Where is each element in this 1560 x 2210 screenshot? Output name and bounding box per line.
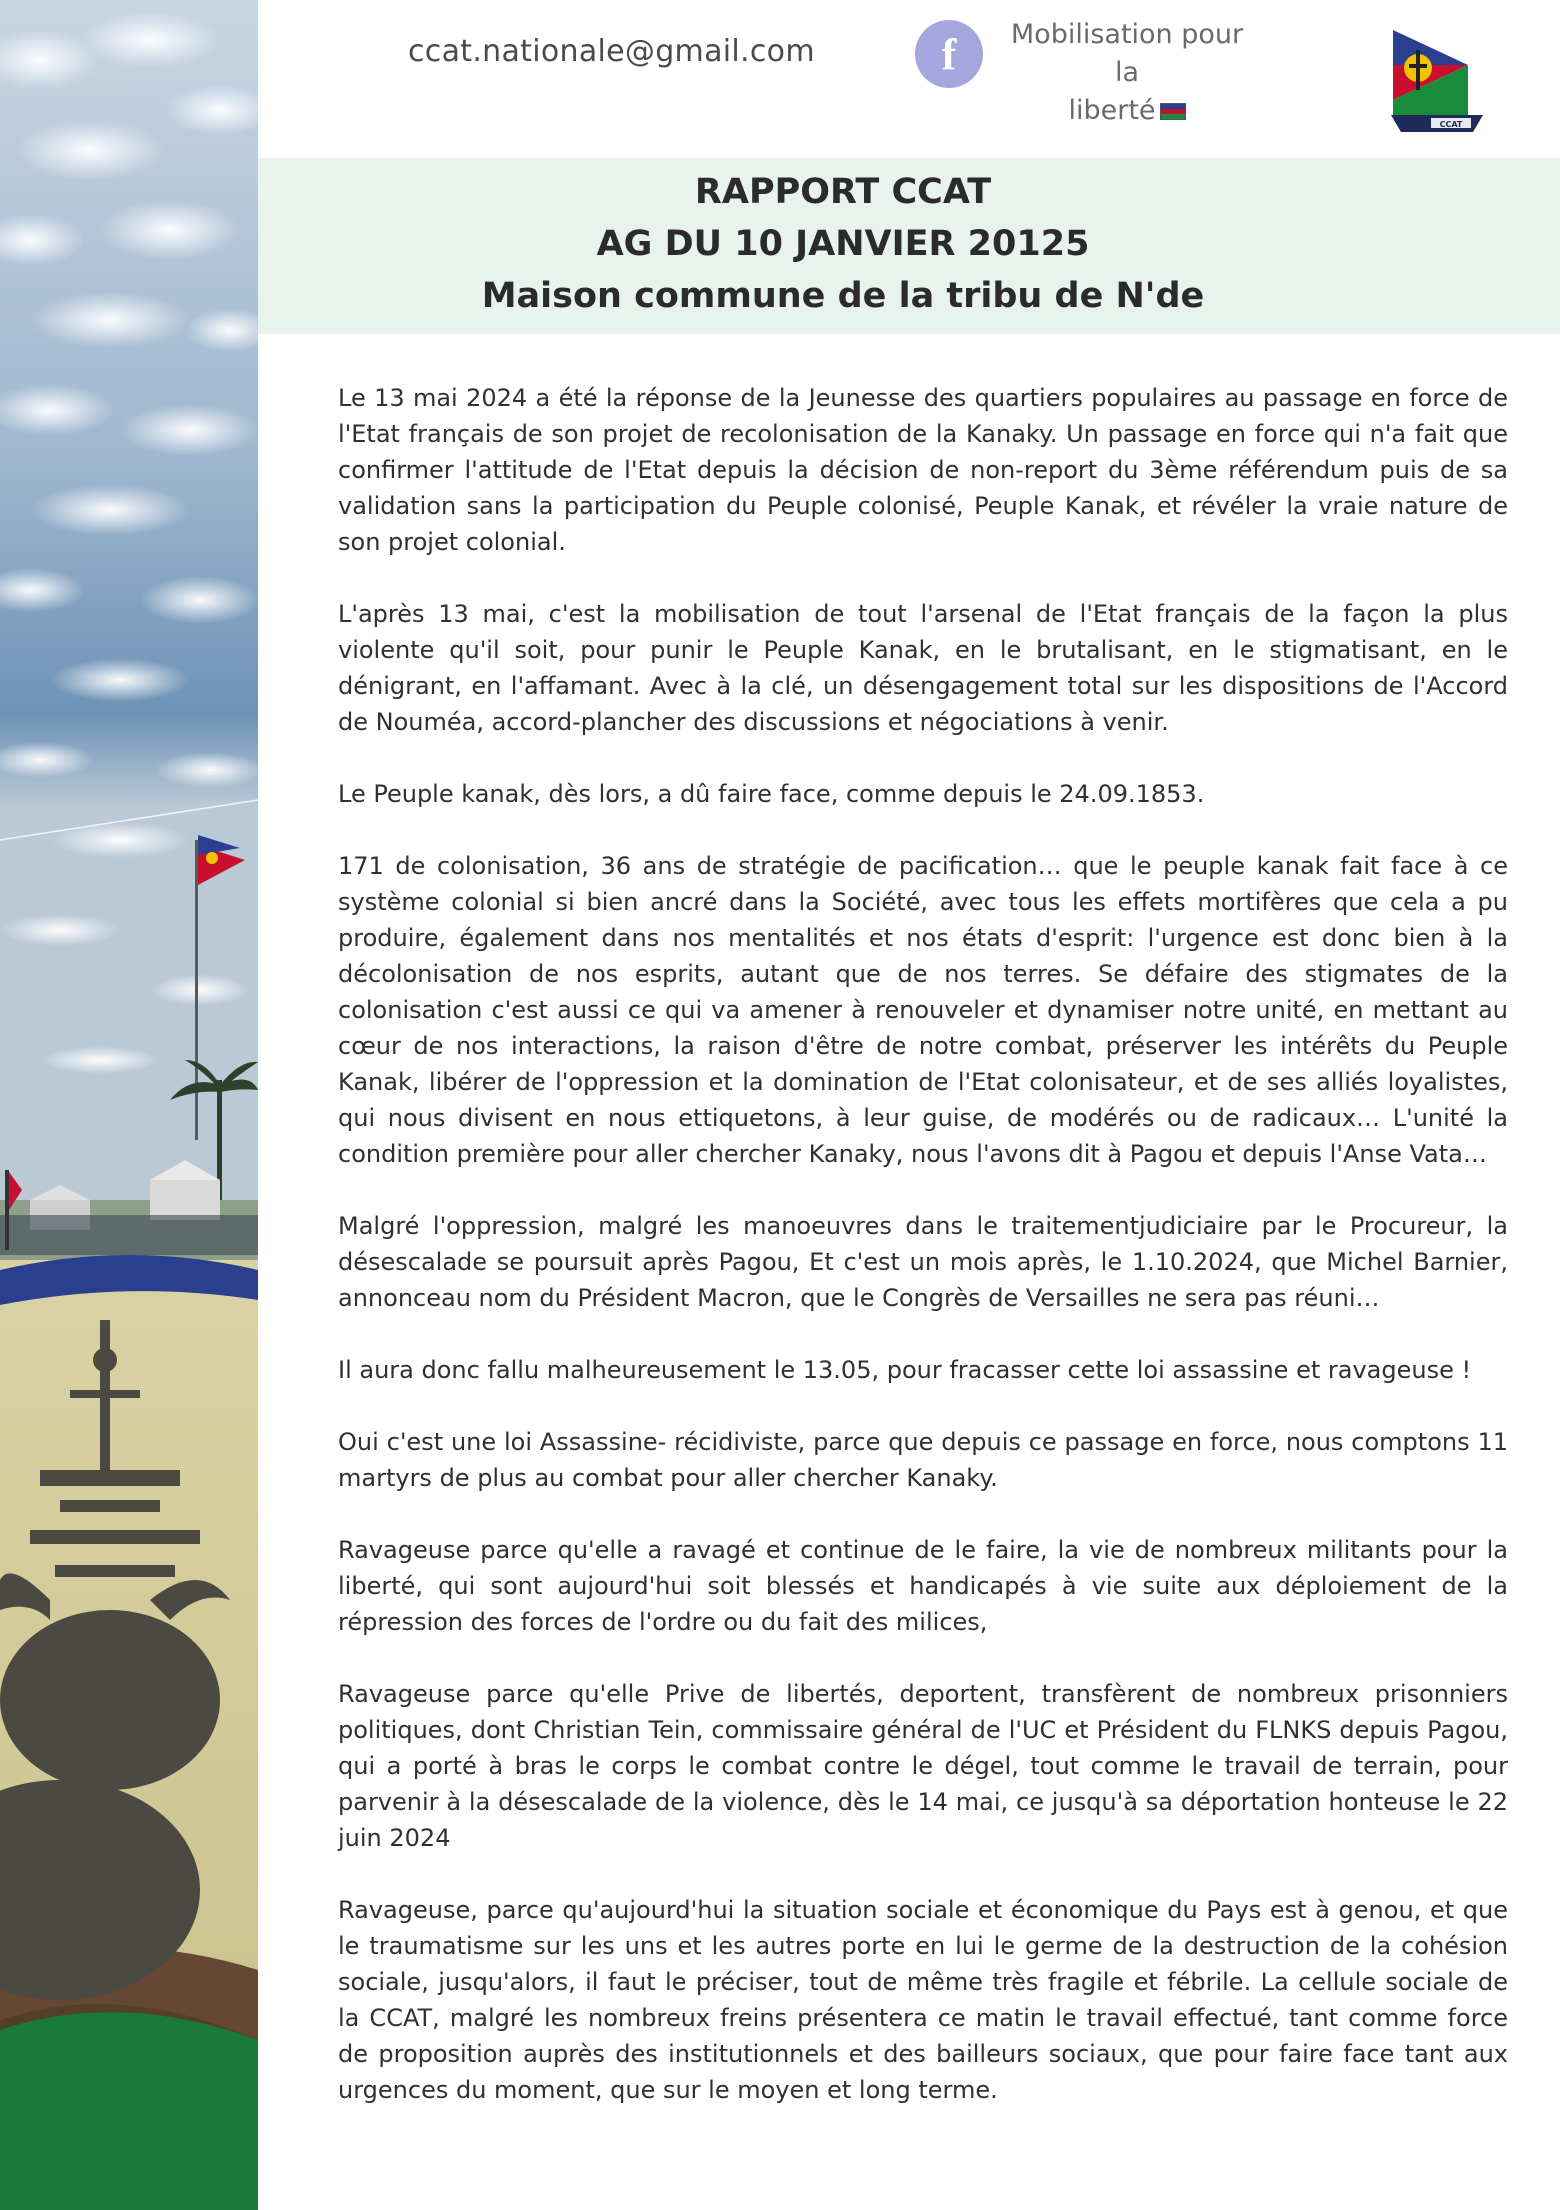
report-title: RAPPORT CCAT xyxy=(694,172,992,212)
facebook-label-line1: Mobilisation pour la xyxy=(1010,19,1244,88)
kanaky-flag-icon xyxy=(1160,103,1186,120)
paragraph-9: Ravageuse parce qu'elle Prive de libertés, deportent, transfèrent de nombreux prisonniers politiques, dont Christian Tein, commissaire général de l'UC et Président du FLNKS depuis Pagou, qui a porté à bras le corps le combat contre le dégel, tout comme le travail de terrain, pour parvenir à la désescalade de la violence, dès le 14 mai, ce jusqu'à sa déportation honteuse le 22 juin 2024 xyxy=(338,1680,1508,1852)
email-link[interactable]: ccat.nationale@gmail.com xyxy=(408,34,815,69)
logo-text: CCAT xyxy=(1439,120,1463,129)
ccat-logo-graphic xyxy=(1383,20,1493,150)
paragraph-2: L'après 13 mai, c'est la mobilisation de tout l'arsenal de l'Etat français de la façon la plus violente qu'il soit, pour punir le Peuple Kanak, en le brutalisant, en le stigmatisant, en le dénigrant, en l'affamant. Avec à la clé, un désengagement total sur les dispositions de l'Accord de Nouméa, accord-plancher des discussions et négociations à venir. xyxy=(338,600,1508,736)
facebook-f-glyph: f xyxy=(941,30,957,79)
paragraph-8: Ravageuse parce qu'elle a ravagé et continue de le faire, la vie de nombreux militants pour la liberté, qui sont aujourd'hui soit blessés et handicapés à vie suite aux déploiement de la répression des forces de l'ordre ou du fait des milices, xyxy=(338,1536,1508,1636)
title-band xyxy=(258,158,1560,334)
paragraph-5: Malgré l'oppression, malgré les manoeuvres dans le traitementjudiciaire par le Procureur, la désescalade se poursuit après Pagou, Et c'est un mois après, le 1.10.2024, que Michel Barnier, annonceau nom du Président Macron, que le Congrès de Versailles ne sera pas réuni… xyxy=(338,1212,1508,1312)
facebook-page-label[interactable] xyxy=(997,16,1257,130)
meeting-location: Maison commune de la tribu de N'de xyxy=(481,276,1205,316)
facebook-label-line2 xyxy=(997,92,1257,130)
header xyxy=(258,0,1560,155)
paragraph-6: Il aura donc fallu malheureusement le 13.05, pour fracasser cette loi assassine et ravageuse ! xyxy=(338,1356,1472,1384)
paragraph-7: Oui c'est une loi Assassine- récidiviste, parce que depuis ce passage en force, nous comptons 11 martyrs de plus au combat pour aller chercher Kanaky. xyxy=(338,1428,1508,1492)
paragraph-4: 171 de colonisation, 36 ans de stratégie de pacification… que le peuple kanak fait face à ce système colonial si bien ancré dans la Société, avec tous les effets mortifères que cela a pu produire, également dans nos mentalités et nos états d'esprit: l'urgence est donc bien à la décolonisation de nos esprits, autant que de nos terres. Se défaire des stigmates de la colonisation c'est aussi ce qui va amener à renouveler et dynamiser notre unité, en mettant au cœur de nos interactions, la raison d'être de notre combat, préserver les intérêts du Peuple Kanak, libérer de l'oppression et la domination de l'Etat colonisateur, et de ses alliés loyalistes, qui nous divisent en nous ettiquetons, à leur guise, de modérés ou de radicaux… L'unité la condition première pour aller chercher Kanaky, nous l'avons dit à Pagou et depuis l'Anse Vata… xyxy=(338,852,1508,1168)
facebook-label-text: liberté xyxy=(1068,95,1156,126)
paragraph-10: Ravageuse, parce qu'aujourd'hui la situation sociale et économique du Pays est à genou, et que le traumatisme sur les uns et les autres porte en lui le germe de la destruction de la cohésion sociale, jusqu'alors, il faut le préciser, tout de même très fragile et fébrile. La cellule sociale de la CCAT, malgré les nombreux freins présentera ce matin le travail effectué, tant comme force de proposition auprès des institutionnels et des bailleurs sociaux, que pour faire face tant aux urgences du moment, que sur le moyen et long terme. xyxy=(338,1896,1508,2104)
side-banner-illustration xyxy=(0,0,258,2210)
report-body xyxy=(338,380,1508,2144)
side-photo-banner xyxy=(0,0,258,2210)
meeting-date: AG DU 10 JANVIER 20125 xyxy=(596,224,1090,264)
ccat-logo xyxy=(1383,20,1493,150)
facebook-link[interactable] xyxy=(915,16,1244,126)
paragraph-3: Le Peuple kanak, dès lors, a dû faire face, comme depuis le 24.09.1853. xyxy=(338,780,1205,808)
paragraph-1: Le 13 mai 2024 a été la réponse de la Jeunesse des quartiers populaires au passage en force de l'Etat français de son projet de recolonisation de la Kanaky. Un passage en force qui n'a fait que confirmer l'attitude de l'Etat depuis la décision de non-report du 3ème référendum puis de sa validation sans la participation du Peuple colonisé, Peuple Kanak, et révéler la vraie nature de son projet colonial. xyxy=(338,384,1508,556)
